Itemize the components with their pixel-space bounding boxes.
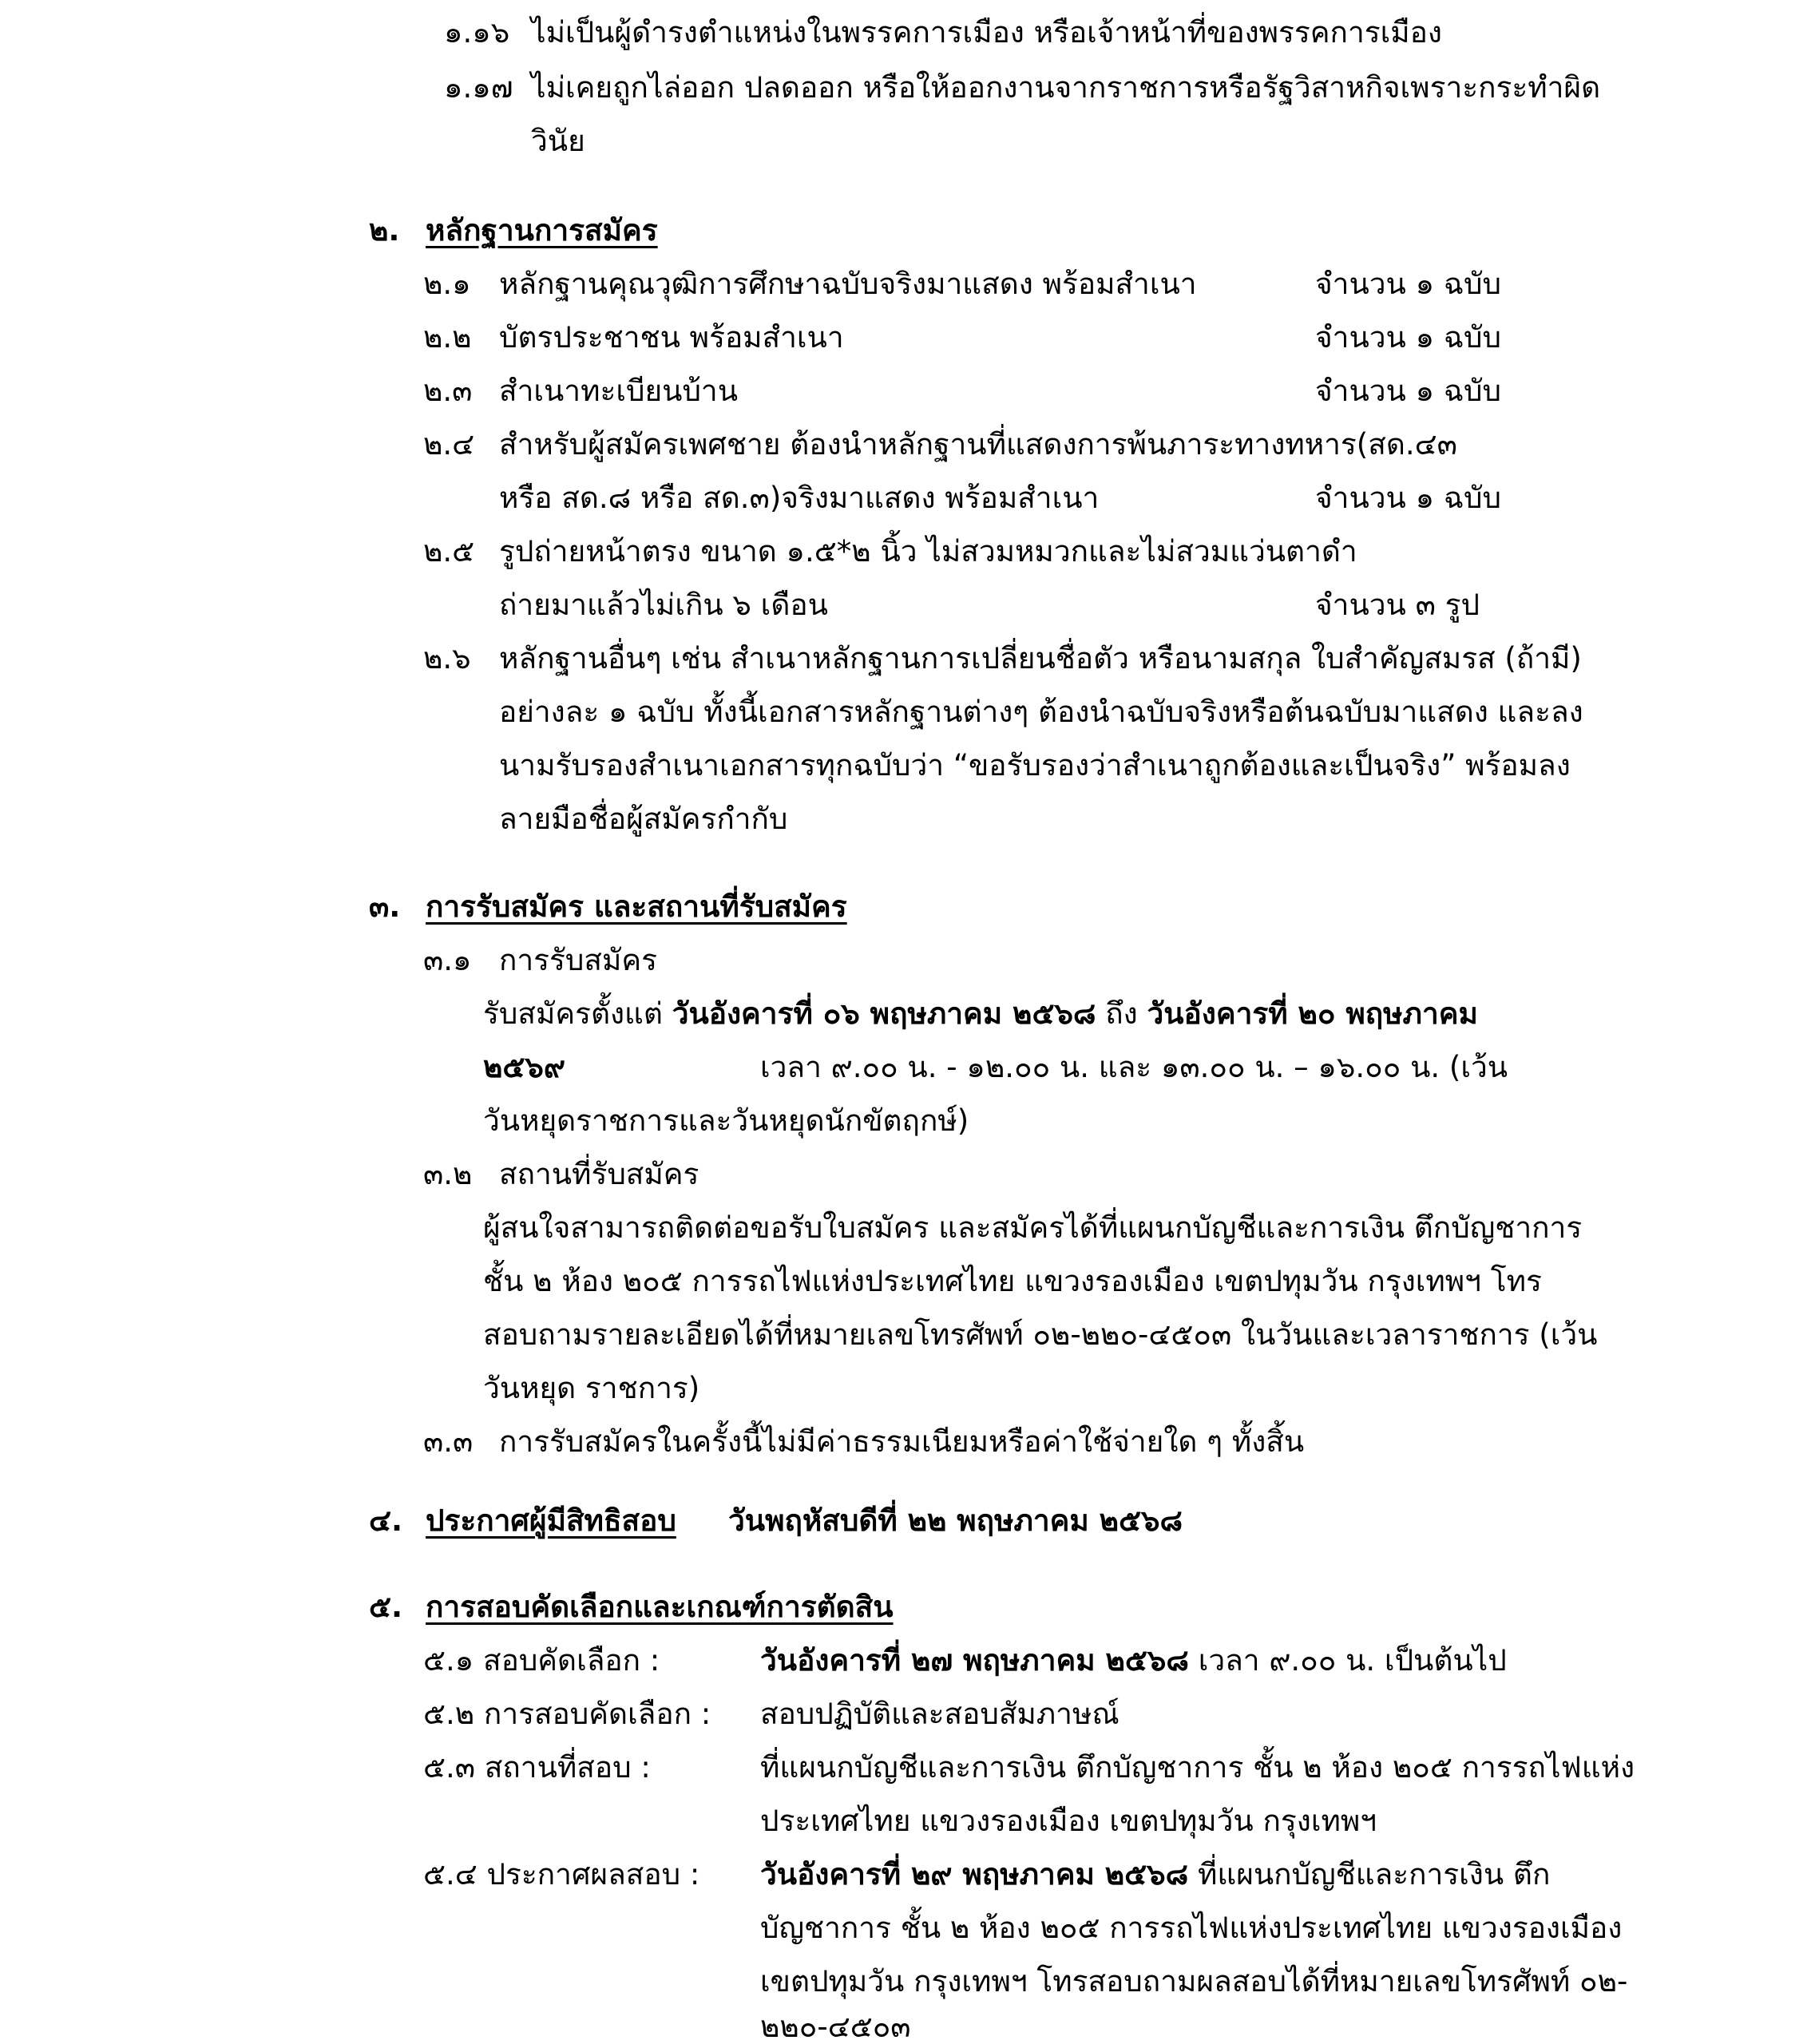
- item-3-2-number: ๓.๒: [423, 1157, 473, 1191]
- item-2-6-line-1: หลักฐานอื่นๆ เช่น สำเนาหลักฐานการเปลี่ยนชื่อตัว หรือนามสกุล ใบสำคัญสมรส (ถ้ามี): [499, 641, 1582, 675]
- item-1-17-continuation: วินัย: [531, 124, 585, 158]
- result-location-start: ที่แผนกบัญชีและการเงิน ตึก: [1197, 1857, 1551, 1891]
- item-2-6-line-4: ลายมือชื่อผู้สมัครกำกับ: [499, 802, 788, 836]
- item-1-16-text: ไม่เป็นผู้ดำรงตำแหน่งในพรรคการเมือง หรือเจ้าหน้าที่ของพรรคการเมือง: [531, 15, 1442, 50]
- item-5-3-label: ๕.๓ สถานที่สอบ :: [423, 1750, 651, 1785]
- application-period-to: ถึง: [1105, 996, 1138, 1031]
- item-5-2-value: สอบปฏิบัติและสอบสัมภาษณ์: [760, 1697, 1120, 1731]
- section-5-number: ๕.: [369, 1590, 403, 1624]
- item-3-2-line-2: ชั้น ๒ ห้อง ๒๐๕ การรถไฟแห่งประเทศไทย แขวงรองเมือง เขตปทุมวัน กรุงเทพฯ โทร: [483, 1264, 1542, 1298]
- exam-time: เวลา ๙.๐๐ น. เป็นต้นไป: [1198, 1643, 1507, 1678]
- item-3-2-line-3: สอบถามรายละเอียดได้ที่หมายเลขโทรศัพท์ ๐๒-๒๒๐-๔๕๐๓ ในวันและเวลาราชการ (เว้น: [483, 1317, 1598, 1352]
- item-5-4-line-1: [760, 1857, 1551, 1891]
- item-2-6-number: ๒.๖: [423, 641, 471, 675]
- item-5-3-line-1: ที่แผนกบัญชีและการเงิน ตึกบัญชาการ ชั้น ๒ ห้อง ๒๐๕ การรถไฟแห่ง: [760, 1750, 1635, 1785]
- application-period-prefix: รับสมัครตั้งแต่: [483, 996, 663, 1031]
- item-1-17-text: ไม่เคยถูกไล่ออก ปลดออก หรือให้ออกงานจากราชการหรือรัฐวิสาหกิจเพราะกระทำผิด: [531, 70, 1601, 105]
- application-start-date: วันอังคารที่ ๐๖ พฤษภาคม ๒๕๖๘: [672, 996, 1096, 1031]
- item-2-2-text: บัตรประชาชน พร้อมสำเนา: [499, 320, 844, 355]
- item-2-3-text: สำเนาทะเบียนบ้าน: [499, 374, 738, 408]
- item-1-17-number: ๑.๑๗: [444, 70, 513, 105]
- item-2-5-number: ๒.๕: [423, 534, 475, 568]
- announcement-date: วันพฤหัสบดีที่ ๒๒ พฤษภาคม ๒๕๖๘: [728, 1503, 1183, 1538]
- item-3-1-line-1: [483, 996, 1478, 1031]
- item-2-2-number: ๒.๒: [423, 320, 472, 355]
- section-4-number: ๔.: [369, 1503, 403, 1538]
- item-2-3-number: ๒.๓: [423, 374, 473, 408]
- item-3-2-heading: สถานที่รับสมัคร: [499, 1157, 699, 1191]
- item-3-3-text: การรับสมัครในครั้งนี้ไม่มีค่าธรรมเนียมหรือค่าใช้จ่ายใด ๆ ทั้งสิ้น: [499, 1424, 1305, 1459]
- item-2-4-number: ๒.๔: [423, 427, 475, 461]
- application-end-date: วันอังคารที่ ๒๐ พฤษภาคม: [1147, 996, 1478, 1031]
- section-2-number: ๒.: [369, 213, 400, 248]
- item-2-6-line-3: นามรับรองสำเนาเอกสารทุกฉบับว่า “ขอรับรองว่าสำเนาถูกต้องและเป็นจริง” พร้อมลง: [499, 748, 1571, 782]
- item-2-1-text: หลักฐานคุณวุฒิการศึกษาฉบับจริงมาแสดง พร้อมสำเนา: [499, 267, 1197, 301]
- item-3-1-number: ๓.๑: [423, 943, 472, 977]
- item-2-1-number: ๒.๑: [423, 267, 471, 301]
- item-5-3-line-2: ประเทศไทย แขวงรองเมือง เขตปทุมวัน กรุงเทพฯ: [760, 1804, 1377, 1838]
- item-2-3-quantity: จำนวน ๑ ฉบับ: [1315, 374, 1502, 408]
- item-5-4-line-4: ๒๒๐-๔๕๐๓: [760, 2010, 911, 2044]
- item-5-2-label: ๕.๒ การสอบคัดเลือก :: [423, 1697, 711, 1731]
- item-3-2-line-4: วันหยุด ราชการ): [483, 1371, 700, 1405]
- item-2-4-quantity: จำนวน ๑ ฉบับ: [1315, 481, 1502, 515]
- item-2-2-quantity: จำนวน ๑ ฉบับ: [1315, 320, 1502, 355]
- section-3-number: ๓.: [369, 889, 401, 924]
- item-2-5-quantity: จำนวน ๓ รูป: [1315, 588, 1480, 622]
- item-5-4-line-2: บัญชาการ ชั้น ๒ ห้อง ๒๐๕ การรถไฟแห่งประเทศไทย แขวงรองเมือง: [760, 1911, 1623, 1945]
- item-2-4-text: สำหรับผู้สมัครเพศชาย ต้องนำหลักฐานที่แสดงการพ้นภาระทางทหาร(สด.๔๓: [499, 427, 1457, 461]
- item-3-3-number: ๓.๓: [423, 1424, 474, 1459]
- result-announcement-date: วันอังคารที่ ๒๙ พฤษภาคม ๒๕๖๘: [760, 1857, 1189, 1891]
- item-1-16-number: ๑.๑๖: [444, 15, 510, 50]
- item-2-4-continuation: หรือ สด.๘ หรือ สด.๓)จริงมาแสดง พร้อมสำเนา: [499, 481, 1100, 515]
- application-hours: เวลา ๙.๐๐ น. - ๑๒.๐๐ น. และ ๑๓.๐๐ น. – ๑๖.๐๐ น. (เว้น: [760, 1050, 1508, 1084]
- item-5-4-line-3: เขตปทุมวัน กรุงเทพฯ โทรสอบถามผลสอบได้ที่หมายเลขโทรศัพท์ ๐๒-: [760, 1964, 1628, 1998]
- section-5-title: การสอบคัดเลือกและเกณฑ์การตัดสิน: [426, 1590, 894, 1624]
- item-5-4-label: ๕.๔ ประกาศผลสอบ :: [423, 1857, 700, 1891]
- section-4-title: ประกาศผู้มีสิทธิสอบ: [426, 1503, 676, 1538]
- item-2-1-quantity: จำนวน ๑ ฉบับ: [1315, 267, 1502, 301]
- item-3-1-heading: การรับสมัคร: [499, 943, 658, 977]
- item-5-1-value: [760, 1643, 1507, 1678]
- section-3-title: การรับสมัคร และสถานที่รับสมัคร: [426, 889, 847, 924]
- item-3-1-line-3: วันหยุดราชการและวันหยุดนักขัตฤกษ์): [483, 1103, 969, 1138]
- item-2-5-text: รูปถ่ายหน้าตรง ขนาด ๑.๕*๒ นิ้ว ไม่สวมหมวกและไม่สวมแว่นตาดำ: [499, 534, 1357, 568]
- item-2-6-line-2: อย่างละ ๑ ฉบับ ทั้งนี้เอกสารหลักฐานต่างๆ ต้องนำฉบับจริงหรือต้นฉบับมาแสดง และลง: [499, 695, 1583, 729]
- item-2-5-continuation: ถ่ายมาแล้วไม่เกิน ๖ เดือน: [499, 588, 828, 622]
- application-end-year: ๒๕๖๙: [483, 1050, 565, 1084]
- section-2-title: หลักฐานการสมัคร: [426, 213, 658, 248]
- item-5-1-label: ๕.๑ สอบคัดเลือก :: [423, 1643, 660, 1678]
- exam-date: วันอังคารที่ ๒๗ พฤษภาคม ๒๕๖๘: [760, 1643, 1189, 1678]
- item-3-2-line-1: ผู้สนใจสามารถติดต่อขอรับใบสมัคร และสมัครได้ที่แผนกบัญชีและการเงิน ตึกบัญชาการ: [483, 1210, 1583, 1245]
